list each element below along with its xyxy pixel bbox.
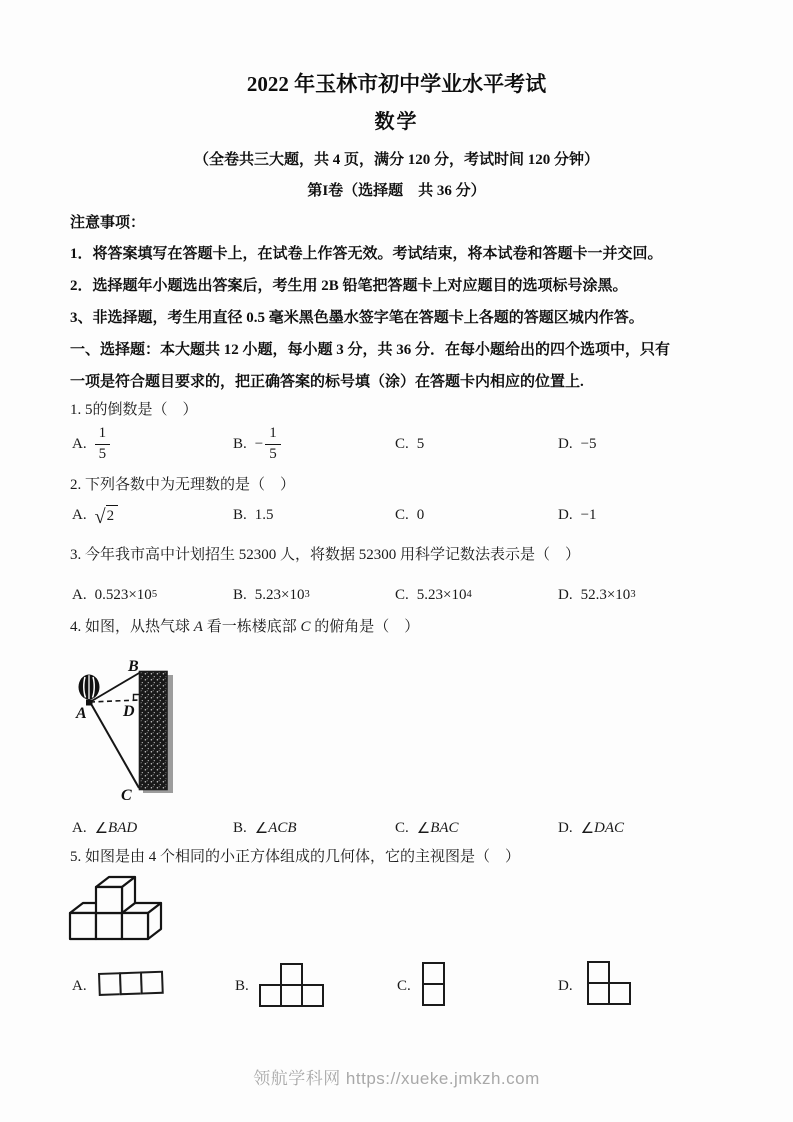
figure-label-c: C	[121, 787, 132, 804]
q4-stem	[70, 618, 419, 637]
option-label: D.	[558, 506, 573, 523]
option-label: A.	[72, 435, 87, 452]
option-label: D.	[558, 435, 573, 452]
grid-square	[259, 984, 282, 1007]
exam-title: 2022 年玉林市初中学业水平考试	[246, 72, 547, 96]
q1-option-d: D. −5	[558, 435, 597, 452]
grid-square	[301, 984, 324, 1007]
q2-option-b: B. 1.5	[233, 506, 274, 523]
q2-option-c: C. 0	[395, 506, 425, 523]
grid-square	[280, 984, 303, 1007]
grid-square	[280, 963, 303, 986]
q4-option-c: C. ∠ BAC	[395, 819, 459, 837]
q5-stem: 5. 如图是由 4 个相同的小正方体组成的几何体，它的主视图是（ ）	[70, 849, 521, 865]
q1-option-b	[233, 420, 281, 468]
notice-item-1: 1．将答案填写在答题卡上，在试卷上作答无效。考试结束，将本试卷和答题卡一并交回。	[70, 246, 663, 262]
angle-symbol: ∠	[416, 820, 431, 837]
q1-option-a	[72, 420, 110, 468]
option-label: C.	[395, 506, 409, 523]
section-intro-line-2: 一项是符合题目要求的，把正确答案的标号填（涂）在答题卡内相应的位置上.	[70, 374, 584, 390]
section-heading: 第I卷（选择题 共 36 分）	[307, 183, 486, 199]
q3-option-c: C. 5.23×10 4	[395, 586, 472, 603]
q5-cubes-figure	[65, 872, 170, 947]
notice-heading: 注意事项：	[70, 215, 146, 231]
option-label: D.	[558, 819, 573, 836]
watermark-footer: 领航学科网 https://xueke.jmkzh.com	[253, 1069, 540, 1088]
option-label: B.	[233, 435, 247, 452]
option-label: B.	[233, 506, 247, 523]
q4-option-a: A. ∠ BAD	[72, 819, 138, 837]
q3-stem: 3. 今年我市高中计划招生 52300 人，将数据 52300 用科学记数法表示是（ ）	[70, 547, 581, 563]
grid-square	[422, 983, 445, 1006]
stem-text: 4. 如图，从热气球	[70, 619, 194, 635]
point-a-ref: A	[193, 619, 203, 635]
grid-square	[587, 961, 610, 984]
notice-item-2: 2．选择题年小题选出答案后，考生用 2B 铅笔把答题卡上对应题目的选项标号涂黑。	[70, 278, 628, 294]
stem-text: 的俯角是（ ）	[310, 619, 420, 635]
right-angle-mark	[134, 695, 140, 701]
radical-sign: √	[94, 506, 106, 528]
figure-label-a: A	[76, 705, 87, 722]
grid-square	[422, 962, 445, 985]
q3-option-d: D. 52.3×10 3	[558, 586, 636, 603]
radical: √ 2	[95, 505, 118, 525]
q3-option-b: B. 5.23×10 3	[233, 586, 310, 603]
q3-option-a: A. 0.523×10 5	[72, 586, 158, 603]
q2-option-d: D. −1	[558, 506, 597, 523]
grid-square	[587, 982, 610, 1005]
option-label: D.	[558, 586, 573, 603]
option-label: B.	[233, 819, 247, 836]
stem-text: 看一栋楼底部	[202, 619, 301, 635]
cube-front-face	[96, 887, 122, 913]
minus-sign: −	[254, 435, 264, 452]
option-label: B.	[233, 586, 247, 603]
q2-stem: 2. 下列各数中为无理数的是（ ）	[70, 477, 296, 493]
angle-symbol: ∠	[94, 820, 109, 837]
cube-front-face	[96, 913, 122, 939]
figure-label-d: D	[123, 703, 135, 720]
exam-meta: （全卷共三大题，共 4 页，满分 120 分，考试时间 120 分钟）	[193, 152, 599, 168]
option-label: C.	[395, 586, 409, 603]
q4-balloon-building-figure	[60, 645, 200, 810]
section-intro-line-1: 一、选择题：本大题共 12 小题，每小题 3 分，共 36 分．在每小题给出的四个选项中，只有	[70, 342, 671, 358]
hot-air-balloon-icon	[79, 675, 100, 706]
exam-subject: 数学	[374, 111, 419, 133]
grid-square	[608, 982, 631, 1005]
fraction: $\frac{1}{5}$	[95, 425, 111, 463]
q4-option-b: B. ∠ ACB	[233, 819, 297, 837]
q1-option-c: C. 5	[395, 435, 425, 452]
q4-option-d: D. ∠ DAC	[558, 819, 625, 837]
q2-option-a	[72, 501, 118, 529]
grid-square	[140, 971, 164, 995]
option-label: A.	[72, 506, 87, 523]
line-a-d-dashed	[90, 700, 139, 702]
notice-item-3: 3、非选择题，考生用直径 0.5 毫米黑色墨水签字笔在答题卡上各题的答题区城内作答。	[70, 310, 644, 326]
q5-option-a-label: A.	[72, 978, 87, 994]
cube-front-face	[70, 913, 96, 939]
option-label: C.	[395, 435, 409, 452]
option-label: A.	[72, 819, 87, 836]
option-label: A.	[72, 586, 87, 603]
option-label: C.	[395, 819, 409, 836]
fraction: $\frac{1}{5}$	[265, 425, 281, 463]
building-shape	[140, 672, 174, 794]
q5-option-c-label: C.	[397, 978, 411, 994]
angle-symbol: ∠	[580, 820, 595, 837]
q5-option-b-label: B.	[235, 978, 249, 994]
cube-front-face	[122, 913, 148, 939]
figure-label-b: B	[128, 658, 139, 675]
angle-symbol: ∠	[254, 820, 269, 837]
q5-option-d-label: D.	[558, 978, 573, 994]
point-c-ref: C	[300, 619, 311, 635]
q1-stem: 1. 5的倒数是（ ）	[70, 402, 198, 418]
